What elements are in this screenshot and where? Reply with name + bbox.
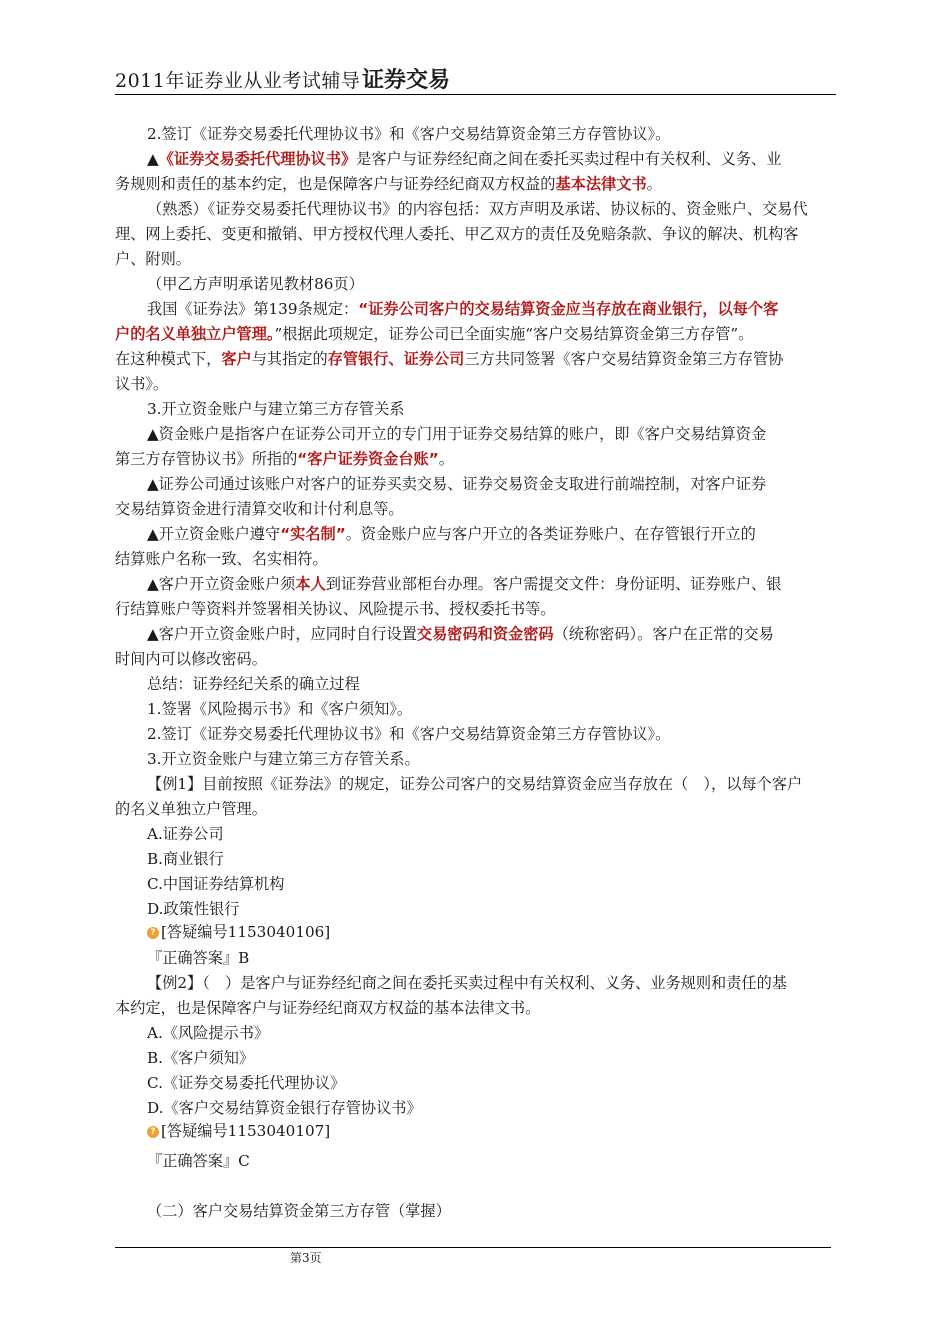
text-line: 的名义单独立户管理。 bbox=[115, 800, 267, 818]
text-line: ▲证券公司通过该账户对客户的证券买卖交易、证券交易资金支取进行前端控制，对客户证券 bbox=[147, 475, 767, 493]
text-line: 行结算账户等资料并签署相关协议、风险提示书、授权委托书等。 bbox=[115, 600, 556, 618]
qa-number: [答疑编号1153040107] bbox=[161, 1122, 331, 1140]
option-b: B.商业银行 bbox=[147, 850, 224, 868]
text-line: 第三方存管协议书》所指的“客户证券资金台账”。 bbox=[115, 450, 454, 468]
text-line: 结算账户名称一致、名实相符。 bbox=[115, 550, 328, 568]
text-line: ▲开立资金账户遵守“实名制”。资金账户应与客户开立的各类证券账户、在存管银行开立的 bbox=[147, 525, 756, 543]
text-line: 户、附则。 bbox=[115, 250, 191, 268]
header-subject: 证券交易 bbox=[362, 68, 451, 93]
text-line: （甲乙方声明承诺见教材86页） bbox=[147, 275, 364, 293]
text-line: ▲客户开立资金账户须本人到证券营业部柜台办理。客户需提交文件：身份证明、证券账户、银 bbox=[147, 575, 782, 593]
header-title: 2011年证券业从业考试辅导 bbox=[115, 70, 361, 92]
text-line: 在这种模式下，客户与其指定的存管银行、证券公司三方共同签署《客户交易结算资金第三方存管协 bbox=[115, 350, 784, 368]
option-a: A.《风险提示书》 bbox=[147, 1024, 270, 1042]
text-line: （熟悉）《证券交易委托代理协议书》的内容包括：双方声明及承诺、协议标的、资金账户、交易代 bbox=[147, 200, 808, 218]
option-d: D.政策性银行 bbox=[147, 900, 240, 918]
qa-ref[interactable] bbox=[115, 922, 836, 942]
text-line: 3.开立资金账户与建立第三方存管关系 bbox=[147, 400, 405, 418]
page-number: 第3页 bbox=[290, 1251, 322, 1265]
footer-divider bbox=[115, 1247, 831, 1248]
correct-answer: 『正确答案』C bbox=[147, 1152, 250, 1170]
correct-answer: 『正确答案』B bbox=[147, 949, 250, 967]
question-icon: ? bbox=[147, 927, 159, 939]
qa-ref[interactable] bbox=[115, 1121, 836, 1141]
text-line: ▲资金账户是指客户在证券公司开立的专门用于证券交易结算的账户，即《客户交易结算资金 bbox=[147, 425, 767, 443]
text-line: 理、网上委托、变更和撤销、甲方授权代理人委托、甲乙双方的责任及免赔条款、争议的解决、机构客 bbox=[115, 225, 799, 243]
option-d: D.《客户交易结算资金银行存管协议书》 bbox=[147, 1099, 422, 1117]
document-body bbox=[115, 122, 836, 1224]
option-a: A.证券公司 bbox=[147, 825, 224, 843]
text-line: 我国《证券法》第139条规定：“证券公司客户的交易结算资金应当存放在商业银行，以每个客 bbox=[147, 300, 779, 318]
text-line: 2.签订《证券交易委托代理协议书》和《客户交易结算资金第三方存管协议》。 bbox=[147, 725, 671, 743]
text-line: ▲客户开立资金账户时，应同时自行设置交易密码和资金密码（统称密码）。客户在正常的交易 bbox=[147, 625, 774, 643]
text-line: 【例1】目前按照《证券法》的规定，证券公司客户的交易结算资金应当存放在（ ），以每个客户 bbox=[147, 775, 803, 793]
page-header bbox=[115, 66, 836, 95]
text-line: 2.签订《证券交易委托代理协议书》和《客户交易结算资金第三方存管协议》。 bbox=[147, 125, 671, 143]
option-c: C.《证券交易委托代理协议》 bbox=[147, 1074, 346, 1092]
text-line: 议书》。 bbox=[115, 375, 169, 393]
section-heading: （二）客户交易结算资金第三方存管（掌握） bbox=[147, 1202, 451, 1220]
spacer bbox=[115, 1174, 836, 1199]
option-b: B.《客户须知》 bbox=[147, 1049, 255, 1067]
text-line: 户的名义单独立户管理。”根据此项规定，证券公司已全面实施“客户交易结算资金第三方存管”。 bbox=[115, 325, 754, 343]
text-line: 3.开立资金账户与建立第三方存管关系。 bbox=[147, 750, 420, 768]
text-line: 时间内可以修改密码。 bbox=[115, 650, 267, 668]
text-line: 【例2】（ ）是客户与证券经纪商之间在委托买卖过程中有关权利、义务、业务规则和责任的基 bbox=[147, 974, 787, 992]
text-line: 务规则和责任的基本约定，也是保障客户与证券经纪商双方权益的基本法律文书。 bbox=[115, 175, 662, 193]
text-line: 交易结算资金进行清算交收和计付利息等。 bbox=[115, 500, 404, 518]
text-line: 本约定，也是保障客户与证券经纪商双方权益的基本法律文书。 bbox=[115, 999, 541, 1017]
text-line: ▲《证券交易委托代理协议书》是客户与证券经纪商之间在委托买卖过程中有关权利、义务、业 bbox=[147, 150, 782, 168]
text-line: 1.签署《风险揭示书》和《客户须知》。 bbox=[147, 700, 413, 718]
text-line: 总结：证券经纪关系的确立过程 bbox=[147, 675, 360, 693]
qa-number: [答疑编号1153040106] bbox=[161, 923, 331, 941]
option-c: C.中国证券结算机构 bbox=[147, 875, 285, 893]
question-icon: ? bbox=[147, 1126, 159, 1138]
